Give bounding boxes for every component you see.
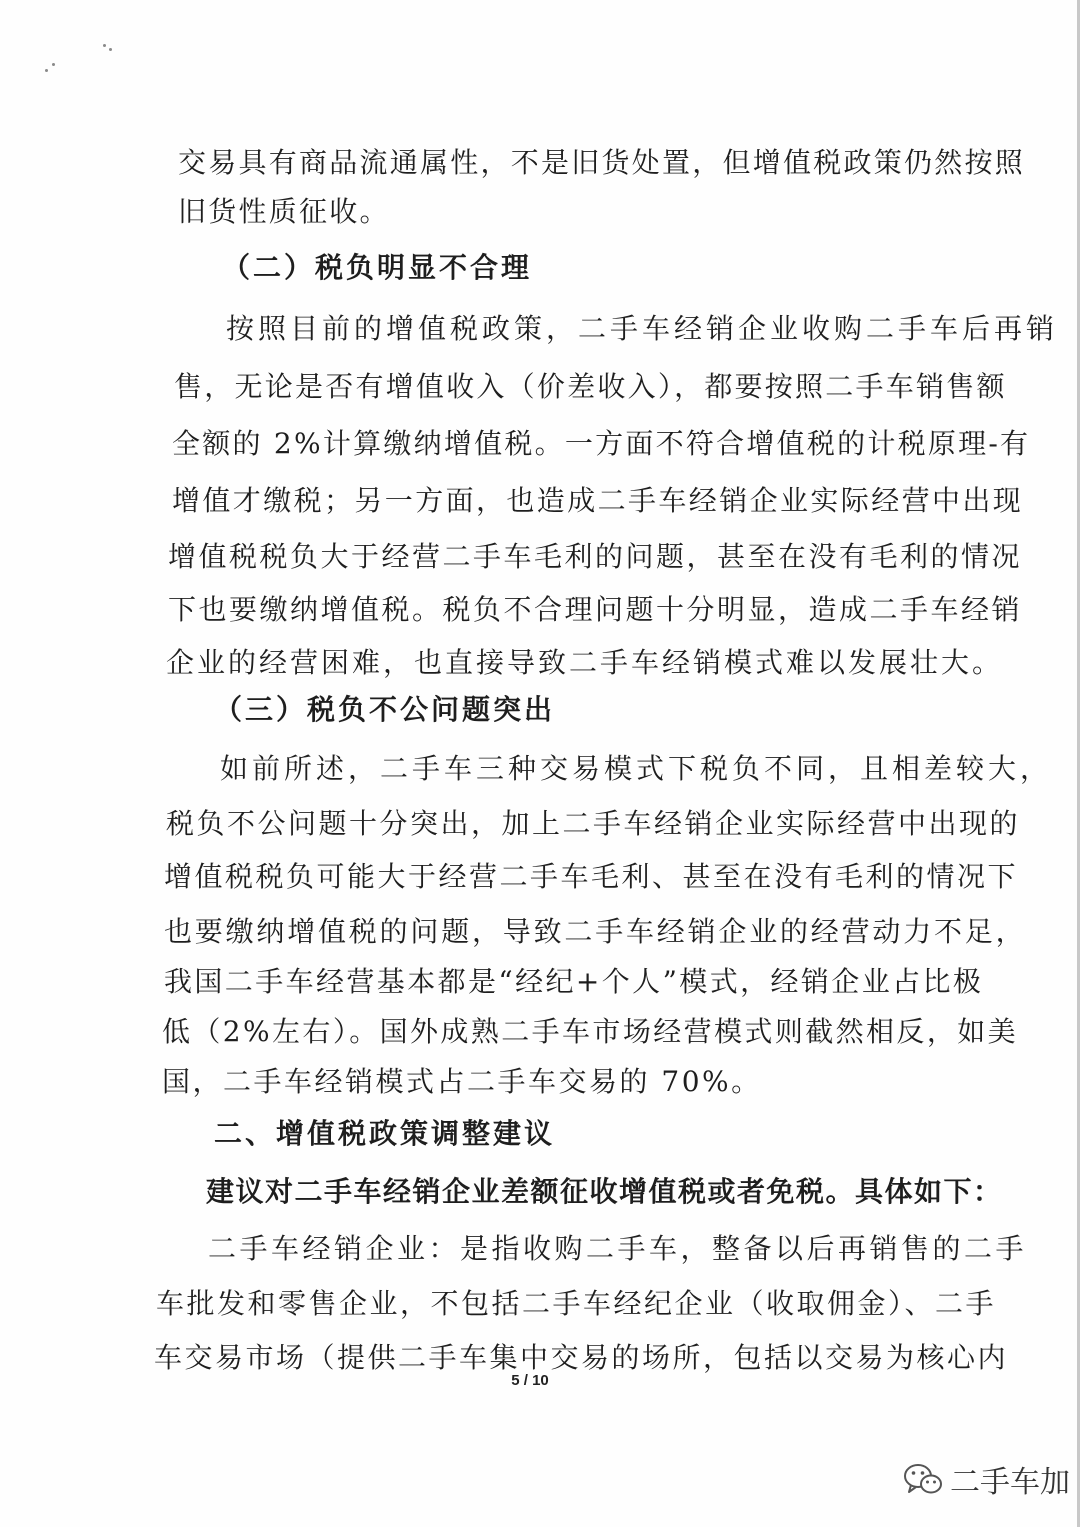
body-line: 旧货性质征收。	[178, 195, 390, 228]
section-heading: 二、增值税政策调整建议	[214, 1117, 556, 1150]
body-line: 按照目前的增值税政策，二手车经销企业收购二手车后再销	[226, 312, 1059, 345]
body-line: 低（2%左右）。国外成熟二手车市场经营模式则截然相反，如美	[162, 1015, 1019, 1048]
body-line: 如前所述，二手车三种交易模式下税负不同，且相差较大，	[220, 752, 1053, 785]
body-line: 我国二手车经营基本都是“经纪+个人”模式，经销企业占比极	[164, 965, 984, 998]
page-number: 5 / 10	[511, 1372, 549, 1389]
body-line: 交易具有商品流通属性，不是旧货处置，但增值税政策仍然按照	[178, 146, 1026, 179]
body-line: 增值才缴税；另一方面，也造成二手车经销企业实际经营中出现	[172, 484, 1024, 517]
body-line: 国，二手车经销模式占二手车交易的 70%。	[162, 1065, 762, 1098]
wechat-icon	[902, 1461, 944, 1497]
body-line: 增值税税负大于经营二手车毛利的问题，甚至在没有毛利的情况	[168, 540, 1023, 573]
watermark-text: 二手车加	[950, 1465, 1070, 1500]
body-line: 车交易市场（提供二手车集中交易的场所，包括以交易为核心内	[154, 1341, 1009, 1374]
account-watermark	[902, 1455, 1070, 1503]
body-line: 也要缴纳增值税的问题，导致二手车经销企业的经营动力不足，	[164, 915, 1027, 948]
body-line: 税负不公问题十分突出，加上二手车经销企业实际经营中出现的	[166, 807, 1021, 840]
body-line: 企业的经营困难，也直接导致二手车经销模式难以发展壮大。	[166, 646, 1004, 679]
body-line: 车批发和零售企业，不包括二手车经纪企业（收取佣金）、二手	[156, 1287, 997, 1320]
body-line: 售，无论是否有增值收入（价差收入），都要按照二手车销售额	[174, 370, 1007, 403]
body-line: 二手车经销企业：是指收购二手车，整备以后再销售的二手	[208, 1232, 1028, 1265]
section-heading: （二）税负明显不合理	[222, 251, 533, 284]
section-heading: （三）税负不公问题突出	[214, 693, 556, 726]
body-line: 增值税税负可能大于经营二手车毛利、甚至在没有毛利的情况下	[164, 860, 1019, 893]
body-line: 全额的 2%计算缴纳增值税。一方面不符合增值税的计税原理-有	[172, 427, 1031, 460]
proposal-line: 建议对二手车经销企业差额征收增值税或者免税。具体如下：	[206, 1175, 1003, 1208]
body-line: 下也要缴纳增值税。税负不合理问题十分明显，造成二手车经销	[168, 593, 1023, 626]
